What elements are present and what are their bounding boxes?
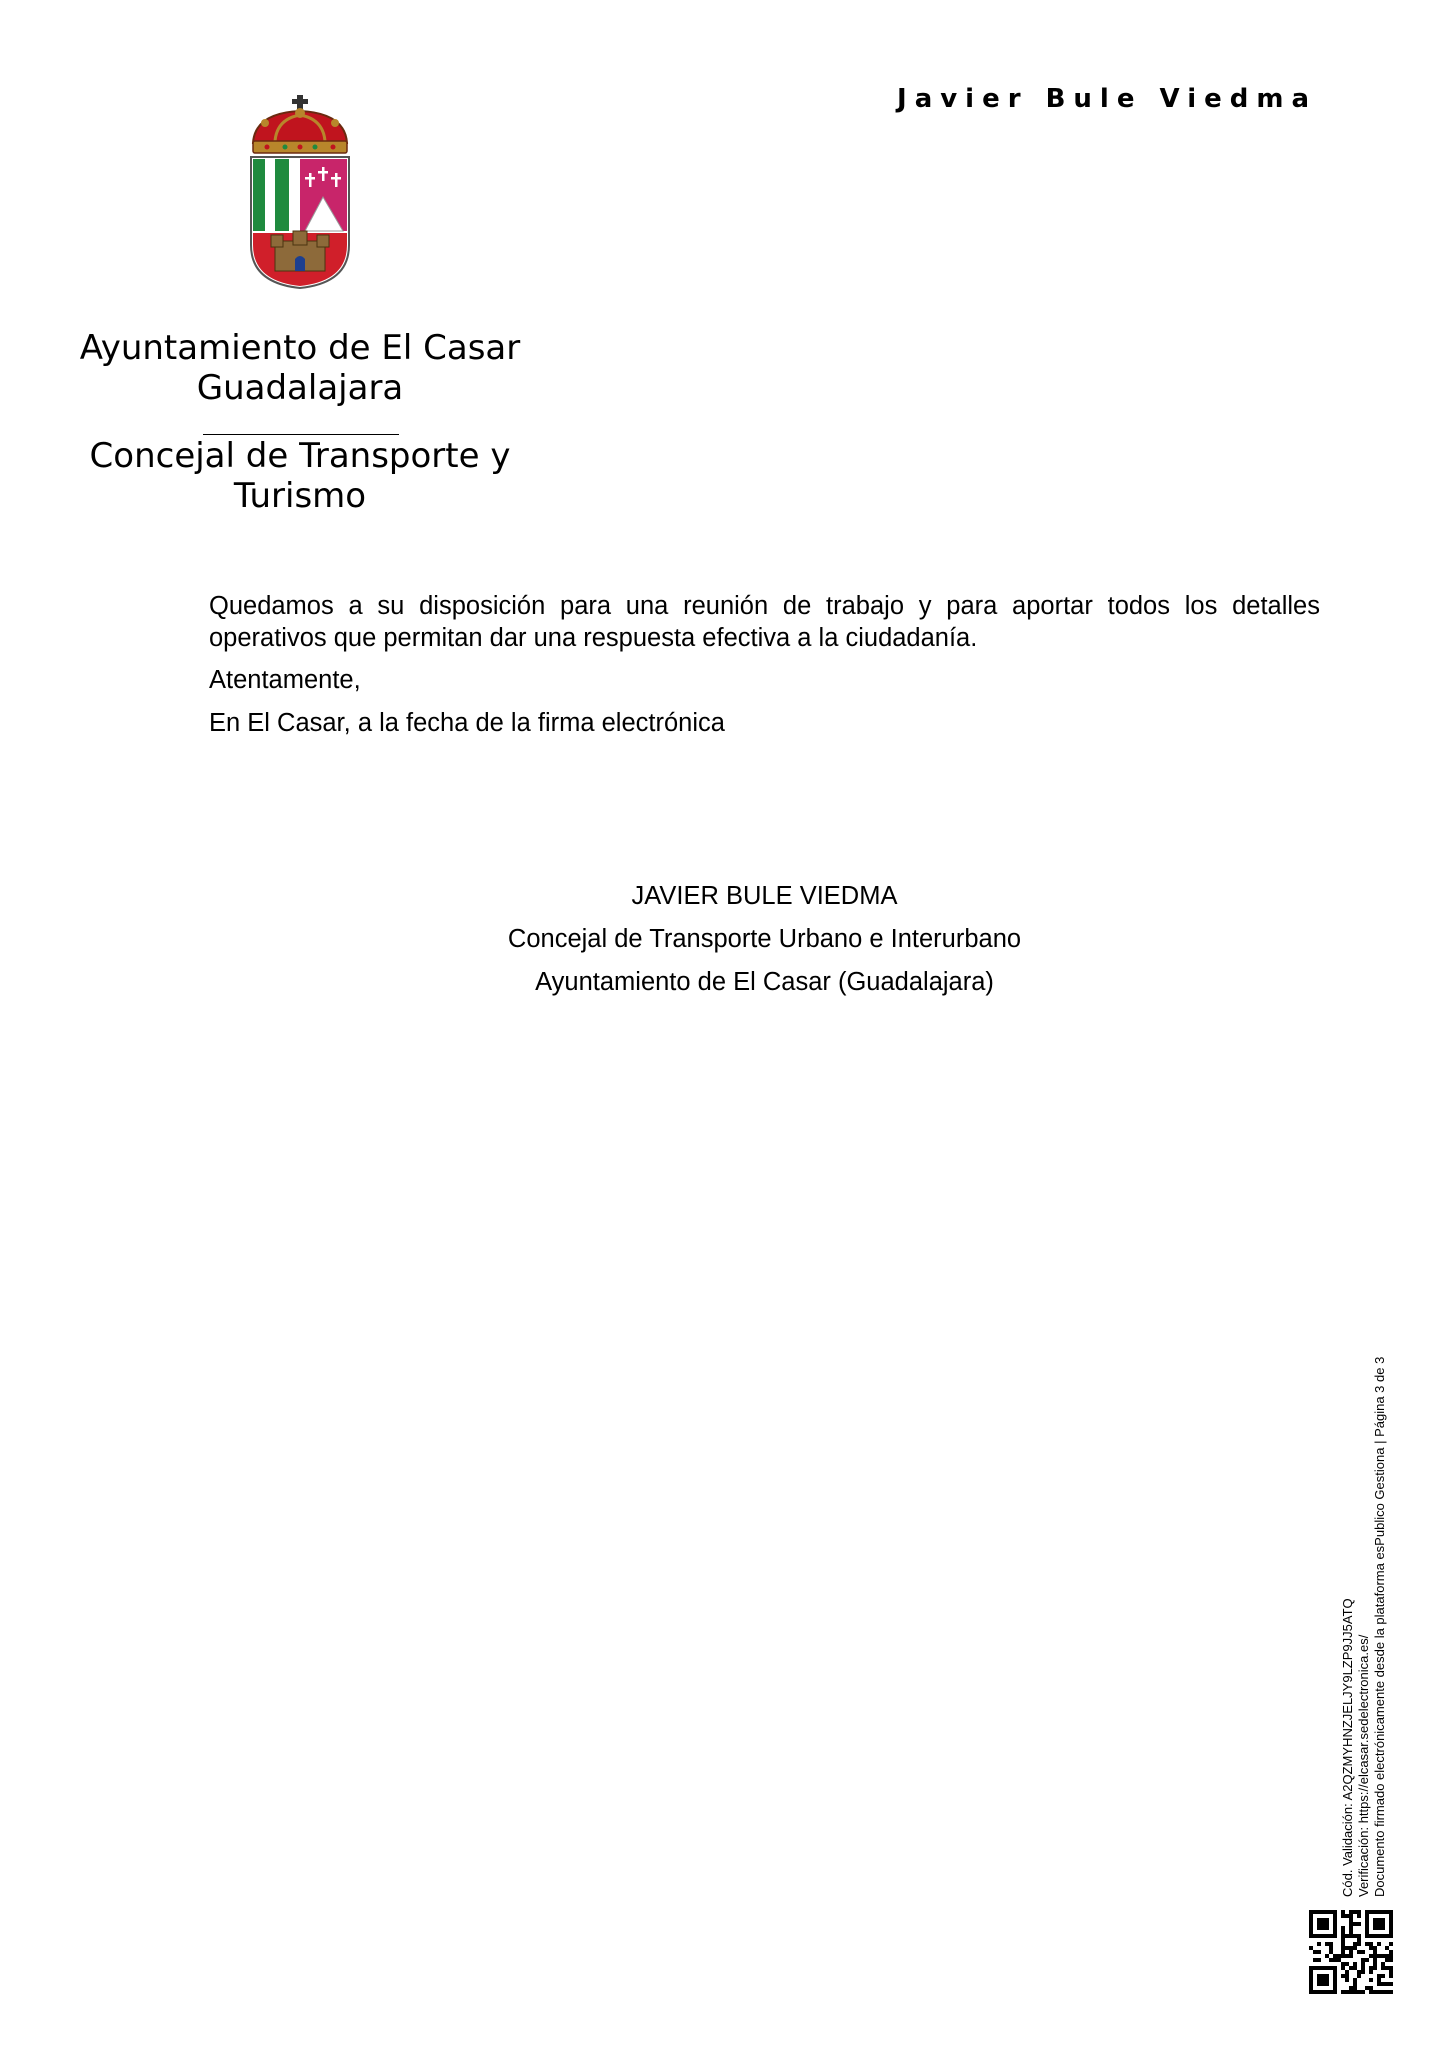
signature-organization: Ayuntamiento de El Casar (Guadalajara) <box>535 968 994 996</box>
letterhead-dept-line-1: Concejal de Transporte y <box>89 436 511 476</box>
letterhead-organization <box>60 328 540 408</box>
signature-title: Concejal de Transporte Urbano e Interurbano <box>507 925 1022 953</box>
verification-code: Cód. Validación: A2QZMYHNZJELJY9LZP9JJ5ATQ <box>1340 1598 1355 1897</box>
verification-url: Verificación: https://elcasar.sedelectronica.es/ <box>1356 1634 1371 1897</box>
letterhead-org-line-1: Ayuntamiento de El Casar <box>79 328 521 368</box>
letterhead-department <box>60 436 540 516</box>
header-author-name: Javier Bule Viedma <box>897 84 1317 114</box>
closing-text: Atentamente, <box>209 666 361 694</box>
letterhead-separator <box>203 434 399 435</box>
letterhead-org-line-2: Guadalajara <box>196 368 404 408</box>
verification-sidebar <box>1340 1357 1388 1897</box>
place-date-text: En El Casar, a la fecha de la firma electrónica <box>209 709 725 737</box>
signature-name: JAVIER BULE VIEDMA <box>631 882 898 910</box>
coat-of-arms-logo <box>245 95 355 290</box>
body-paragraph: Quedamos a su disposición para una reunión de trabajo y para aportar todos los detalles operativos que permitan dar una respuesta efectiva a la ciudadanía. <box>209 592 1320 652</box>
verification-platform: Documento firmado electrónicamente desde la plataforma esPublico Gestiona | Página 3 de 3 <box>1372 1356 1387 1897</box>
letterhead-dept-line-2: Turismo <box>233 476 367 516</box>
qr-code <box>1309 1910 1393 1994</box>
